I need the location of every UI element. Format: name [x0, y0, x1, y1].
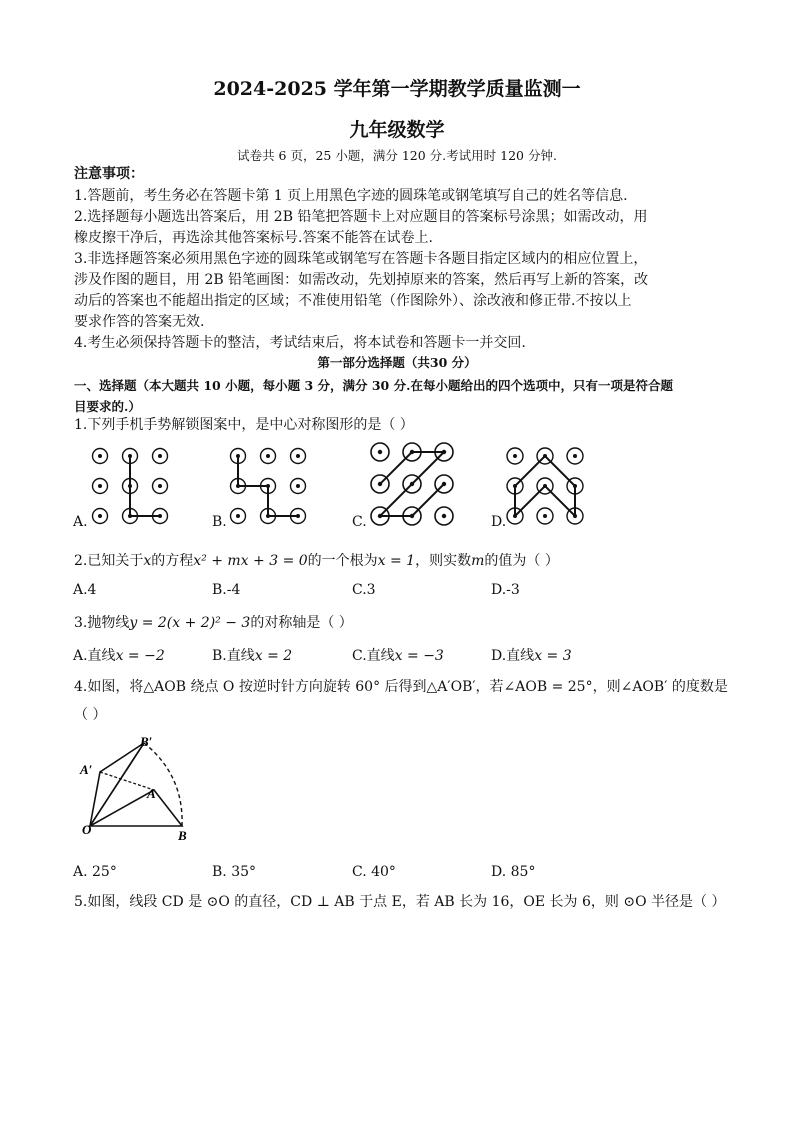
q2-var-m: m — [471, 553, 485, 569]
label-b: B — [178, 828, 187, 843]
q1-pattern-figures — [70, 438, 610, 533]
q3-equation: y = 2(x + 2)² − 3 — [129, 615, 251, 631]
q4-stem-cont: （ ） — [74, 707, 107, 723]
q1-option-d: D. — [491, 514, 507, 530]
q4-option-d: D. 85° — [491, 864, 536, 880]
q1-stem: 1.下列手机手势解锁图案中，是中心对称图形的是（ ） — [74, 417, 414, 433]
q4-stem: 4.如图，将△AOB 绕点 O 按逆时针方向旋转 60° 后得到△A′OB′，若∠AOB = 25°，则∠AOB′ 的度数是 — [74, 679, 728, 695]
q2-option-d: D.-3 — [491, 582, 520, 598]
q3-option-value: x = 2 — [254, 648, 293, 664]
q3-option-value: x = 3 — [534, 648, 572, 664]
label-a: A — [147, 786, 156, 801]
q3-stem — [74, 613, 353, 634]
q3-option-value: x = −2 — [115, 648, 165, 664]
notice-line: 4.考生必须保持答题卡的整洁，考试结束后，将本试卷和答题卡一并交回. — [74, 335, 526, 351]
q2-root: x = 1 — [377, 553, 416, 569]
q2-option-a: A.4 — [73, 582, 97, 598]
q2-stem-part: 2.已知关于 — [74, 553, 144, 569]
q5-stem: 5.如图，线段 CD 是 ⊙O 的直径，CD ⊥ AB 于点 E，若 AB 长为 16，OE 长为 6，则 ⊙O 半径是（ ） — [74, 894, 726, 910]
q2-stem-part: ，则实数 — [415, 553, 472, 569]
q3-option-label: D.直线 — [491, 648, 535, 664]
notice-line: 橡皮擦干净后，再选涂其他答案标号.答案不能答在试卷上. — [74, 230, 433, 246]
q1-option-b: B. — [212, 514, 227, 530]
pattern-d — [507, 448, 583, 524]
section-instruction-cont: 目要求的.） — [74, 399, 141, 414]
notice-line: 3.非选择题答案必须用黑色字迹的圆珠笔或钢笔写在答题卡各题目指定区域内的相应位置上， — [74, 251, 648, 267]
q4-option-b: B. 35° — [212, 864, 257, 880]
label-b-prime: B′ — [140, 734, 153, 749]
q4-option-a: A. 25° — [73, 864, 117, 880]
q4-option-c: C. 40° — [352, 864, 396, 880]
q3-stem-part: 3.抛物线 — [74, 615, 130, 631]
q2-stem — [74, 551, 559, 572]
pattern-b — [231, 449, 306, 524]
notice-line: 2.选择题每小题选出答案后，用 2B 铅笔把答题卡上对应题目的答案标号涂黑；如需改动，用 — [74, 209, 648, 225]
notice-line: 动后的答案也不能超出指定的区域；不准使用铅笔（作图除外）、涂改液和修正带.不按以上 — [74, 293, 632, 309]
q2-stem-part: 的一个根为 — [307, 553, 378, 569]
q3-option-label: B.直线 — [212, 648, 255, 664]
q4-rotation-figure — [74, 730, 204, 845]
q2-stem-part: 的方程 — [151, 553, 194, 569]
section-instruction: 一、选择题（本大题共 10 小题，每小题 3 分，满分 30 分.在每小题给出的四个选项中，只有一项是符合题 — [74, 378, 673, 393]
q3-option-b — [212, 645, 292, 665]
label-o: O — [82, 822, 92, 837]
notice-line: 1.答题前，考生务必在答题卡第 1 页上用黑色字迹的圆珠笔或钢笔填写自己的姓名等信息. — [74, 188, 628, 204]
exam-subtitle: 九年级数学 — [349, 119, 445, 141]
label-a-prime: A′ — [80, 762, 93, 777]
q2-var-x: x — [143, 553, 152, 569]
notice-heading: 注意事项： — [74, 166, 144, 182]
q1-option-c: C. — [352, 514, 367, 530]
q3-stem-part: 的对称轴是（ ） — [250, 615, 353, 631]
q3-option-d — [491, 645, 572, 665]
q3-option-a — [73, 645, 165, 665]
pattern-a — [93, 449, 168, 524]
notice-line: 涉及作图的题目，用 2B 铅笔画图：如需改动，先划掉原来的答案，然后再写上新的答案，改 — [74, 272, 649, 288]
exam-info: 试卷共 6 页，25 小题，满分 120 分.考试用时 120 分钟. — [237, 148, 557, 163]
q3-option-c — [352, 645, 444, 665]
q1-option-a: A. — [73, 514, 88, 530]
q3-option-label: A.直线 — [73, 648, 116, 664]
notice-line: 要求作答的答案无效. — [74, 314, 205, 330]
pattern-c — [371, 443, 453, 525]
q2-stem-part: 的值为（ ） — [484, 553, 559, 569]
q2-option-b: B.-4 — [212, 582, 241, 598]
q3-option-value: x = −3 — [394, 648, 444, 664]
part1-heading: 第一部分选择题（共30 分） — [317, 355, 477, 370]
q3-option-label: C.直线 — [352, 648, 395, 664]
q2-equation: x² + mx + 3 = 0 — [193, 553, 308, 569]
q2-option-c: C.3 — [352, 582, 376, 598]
exam-title: 2024-2025 学年第一学期教学质量监测一 — [213, 78, 581, 100]
